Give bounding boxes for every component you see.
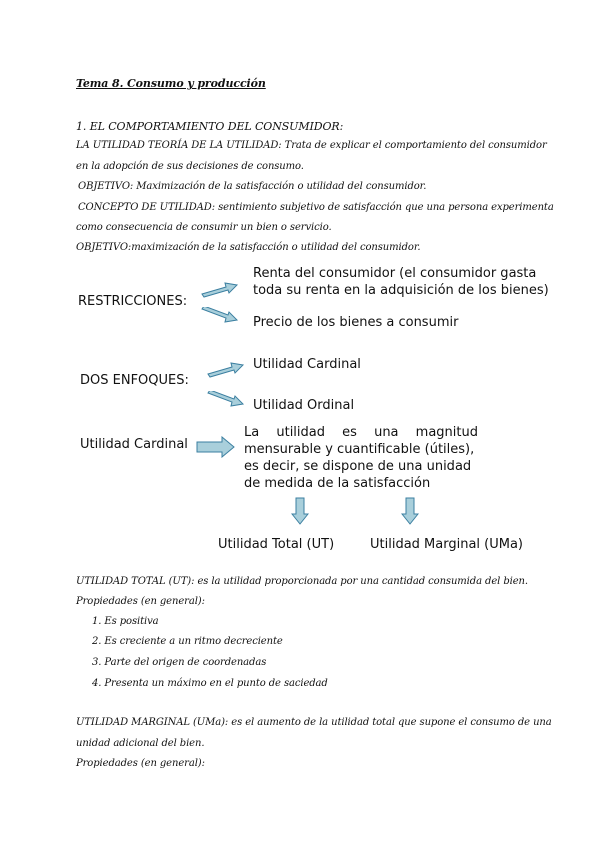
enfoques-label: DOS ENFOQUES: — [80, 373, 189, 388]
arrow-up-right-icon — [200, 280, 240, 298]
concepto-text-1: sentimiento subjetivo de satisfacción que una persona experimenta — [215, 202, 554, 213]
objetivo-line — [78, 181, 426, 192]
concepto-line-1 — [78, 202, 554, 213]
restricciones-label: RESTRICCIONES: — [78, 294, 188, 309]
utilidad-marginal-label: Utilidad Marginal (UMa) — [370, 537, 524, 552]
teoria-line-2: en la adopción de sus decisiones de consumo. — [76, 161, 304, 172]
objetivo2-label: OBJETIVO: — [76, 242, 132, 253]
cardinal-desc-line-2: mensurable y cuantificable (útiles), — [244, 442, 475, 457]
umg-props-heading: Propiedades (en general): — [76, 758, 205, 769]
cardinal-desc-line-1: La utilidad es una magnitud — [244, 425, 478, 440]
arrow-down-right-icon — [200, 307, 240, 325]
cardinal-label: Utilidad Cardinal — [80, 437, 188, 452]
teoria-line-1 — [76, 140, 547, 151]
arrow-down-icon — [291, 497, 309, 525]
arrow-down-icon — [401, 497, 419, 525]
concepto-line-2: como consecuencia de consumir un bien o servicio. — [76, 222, 332, 233]
objetivo-label: OBJETIVO: — [78, 181, 134, 192]
ut-def-text: es la utilidad proporcionada por una cantidad consumida del bien. — [194, 576, 528, 587]
umg-definition-line-1 — [76, 717, 552, 728]
restriccion-renta-line-1: Renta del consumidor (el consumidor gasta — [253, 266, 537, 281]
arrow-down-right-icon — [206, 391, 246, 409]
umg-def-text-1: es el aumento de la utilidad total que supone el consumo de una — [228, 717, 552, 728]
teoria-text-1: Trata de explicar el comportamiento del consumidor — [281, 140, 547, 151]
cardinal-desc-line-4: de medida de la satisfacción — [244, 476, 431, 491]
umg-definition-line-2: unidad adicional del bien. — [76, 738, 205, 749]
concepto-label: CONCEPTO DE UTILIDAD: — [78, 202, 215, 213]
objetivo2-line — [76, 242, 421, 253]
objetivo-text: Maximización de la satisfacción o utilidad del consumidor. — [133, 181, 427, 192]
teoria-label: LA UTILIDAD TEORÍA DE LA UTILIDAD: — [76, 140, 282, 151]
restriccion-precio: Precio de los bienes a consumir — [253, 315, 459, 330]
ut-props-heading: Propiedades (en general): — [76, 596, 205, 607]
arrow-up-right-icon — [206, 360, 246, 378]
ut-def-label: UTILIDAD TOTAL (UT): — [76, 576, 195, 587]
arrow-right-icon — [196, 436, 236, 458]
page-title: Tema 8. Consumo y producción — [76, 77, 266, 90]
umg-def-label: UTILIDAD MARGINAL (UMa): — [76, 717, 229, 728]
ut-prop-3: 3. Parte del origen de coordenadas — [92, 657, 267, 668]
utilidad-total-label: Utilidad Total (UT) — [218, 537, 335, 552]
objetivo2-text: maximización de la satisfacción o utilidad del consumidor. — [131, 242, 421, 253]
ut-definition — [76, 576, 528, 587]
restriccion-renta-line-2: toda su renta en la adquisición de los bienes) — [253, 283, 549, 298]
ut-prop-1: 1. Es positiva — [92, 616, 159, 627]
enfoque-ordinal: Utilidad Ordinal — [253, 398, 355, 413]
enfoque-cardinal: Utilidad Cardinal — [253, 357, 361, 372]
cardinal-desc-line-3: es decir, se dispone de una unidad — [244, 459, 472, 474]
ut-prop-2: 2. Es creciente a un ritmo decreciente — [92, 636, 283, 647]
section-heading: 1. EL COMPORTAMIENTO DEL CONSUMIDOR: — [76, 120, 344, 133]
ut-prop-4: 4. Presenta un máximo en el punto de saciedad — [92, 678, 328, 689]
